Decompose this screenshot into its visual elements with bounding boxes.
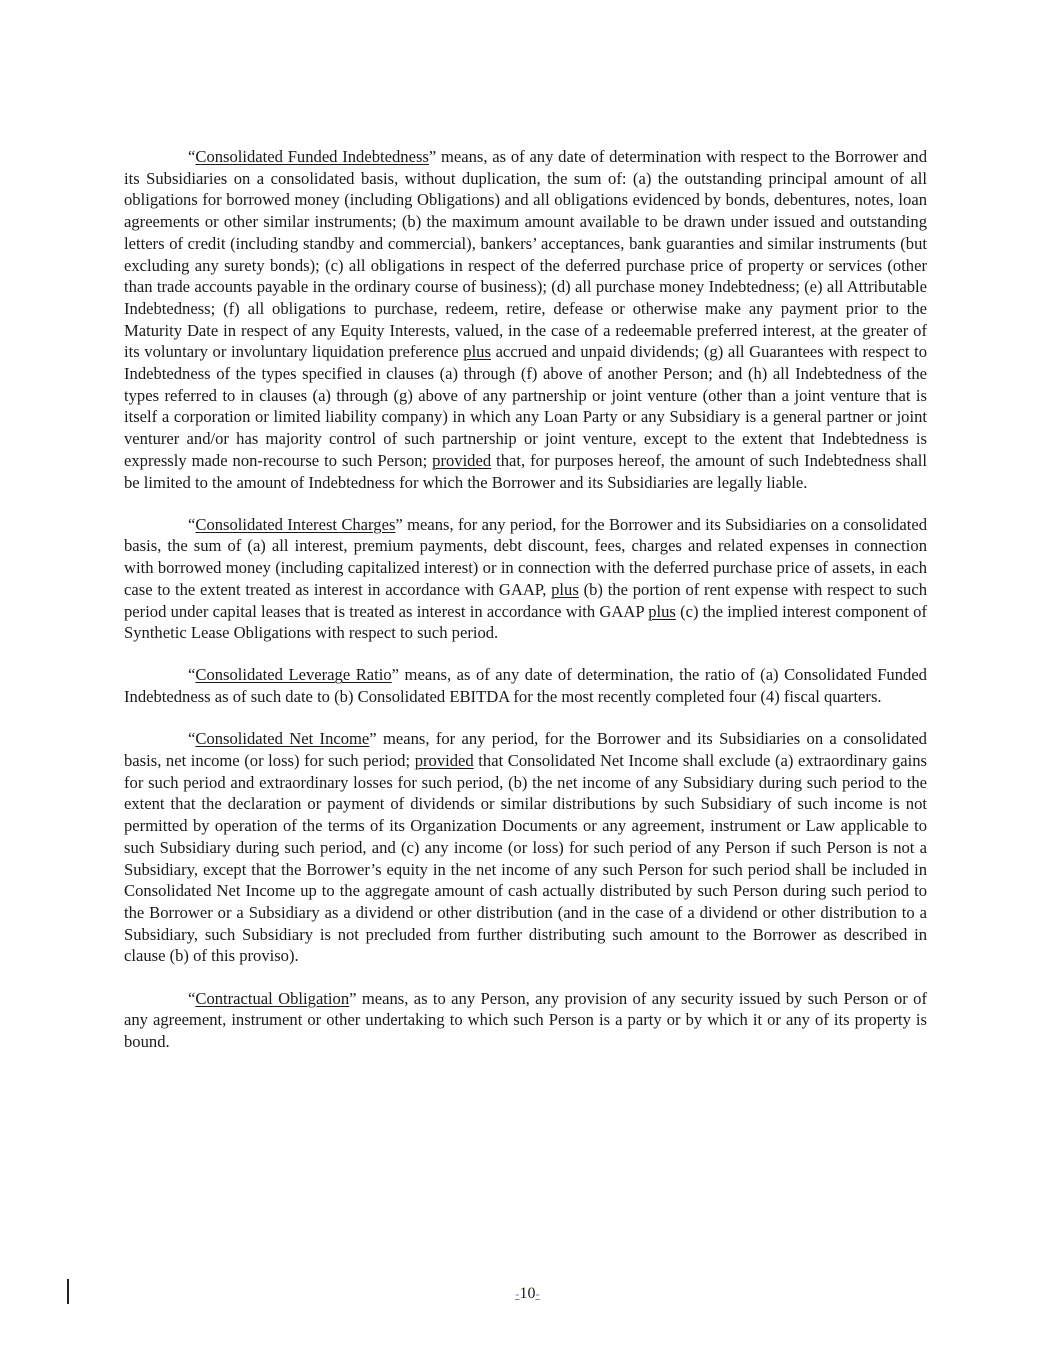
definition-text: means, as of any date of determination, the ratio of (a) Consolidated Funded Indebtedness as of such date to (b) Consolidated EBITDA for the most recently completed four (4) fiscal quarters. — [124, 665, 927, 707]
definition-text: means, as to any Person, any provision of any security issued by such Person or of any agreement, instrument or other undertaking to which such Person is a party or by which it or any of its property is bound. — [124, 988, 927, 1052]
defined-term: Consolidated Funded Indebtedness — [195, 147, 429, 166]
definition-paragraph — [124, 728, 927, 967]
definition-text: means, for any period, for the Borrower and its Subsidiaries on a consolidated basis, net income (or loss) for such period; — [124, 729, 927, 771]
close-quote: ” — [428, 147, 437, 166]
close-quote: ” — [391, 665, 400, 685]
page-number: 10 — [519, 1285, 536, 1302]
emphasis-term: plus — [551, 579, 579, 599]
page-number-left-mark: - — [515, 1286, 520, 1301]
close-quote: ” — [369, 729, 377, 749]
definition-text: means, as of any date of determination with respect to the Borrower and its Subsidiaries on a consolidated basis, without duplication, the sum of: (a) the outstanding principal amount of all obligations for borrowed money (including Obligations) and all obligations evidenced by bonds, debentures, notes, loan agreements or other similar instruments; (b) the maximum amount available to be drawn under issued and outstanding letters of credit (including standby and commercial), bankers’ acceptances, bank guaranties and similar instruments (but excluding any surety bonds); (c) all obligations in respect of the deferred purchase price of property or services (other than trade accounts payable in the ordinary course of business); (d) all purchase money Indebtedness; (e) all Attributable Indebtedness; (f) all obligations to purchase, redeem, retire, defease or otherwise make any payment prior to the Maturity Date in respect of any Equity Interests, valued, in the case of a redeemable preferred interest, at the greater of its voluntary or involuntary liquidation preference — [124, 147, 928, 362]
definition-paragraph — [124, 664, 927, 707]
emphasis-term: provided — [432, 450, 492, 470]
open-quote: “ — [188, 729, 196, 749]
close-quote: ” — [395, 514, 403, 534]
definition-paragraph — [124, 514, 927, 644]
definition-text: that Consolidated Net Income shall exclude (a) extraordinary gains for such period and extraordinary losses for such period, (b) the net income of any Subsidiary during such period to the extent that the declaration or payment of dividends or similar distributions by such Subsidiary of such income is not permitted by operation of the terms of its Organization Documents or any agreement, instrument or Law applicable to such Subsidiary during such period, and (c) any income (or loss) for such period of any Person if such Person is not a Subsidiary, except that the Borrower’s equity in the net income of any such Person for such period shall be included in Consolidated Net Income up to the aggregate amount of cash actually distributed by such Person during such period to the Borrower or a Subsidiary as a dividend or other distribution (and in the case of a dividend or other distribution to a Subsidiary, such Subsidiary is not precluded from further distributing such amount to the Borrower as described in clause (b) of this proviso). — [124, 751, 928, 966]
close-quote: ” — [349, 988, 357, 1008]
definition-text: (c) the implied interest component of Synthetic Lease Obligations with respect to such period. — [124, 601, 927, 643]
emphasis-term: plus — [463, 342, 491, 362]
defined-term: Consolidated Interest Charges — [195, 514, 396, 534]
emphasis-term: provided — [414, 751, 474, 771]
definition-text: that, for purposes hereof, the amount of such Indebtedness shall be limited to the amount of Indebtedness for which the Borrower and its Subsidiaries are legally liable. — [124, 450, 928, 492]
defined-term: Consolidated Net Income — [195, 729, 370, 749]
definition-text: (b) the portion of rent expense with respect to such period under capital leases that is treated as interest in accordance with GAAP — [124, 579, 927, 621]
definition-text: means, for any period, for the Borrower and its Subsidiaries on a consolidated basis, the sum of (a) all interest, premium payments, debt discount, fees, charges and related expenses in connection with borrowed money (including capitalized interest) or in connection with the deferred purchase price of assets, in each case to the extent treated as interest in accordance with GAAP, — [124, 514, 927, 599]
definition-paragraph — [124, 146, 927, 493]
open-quote: “ — [188, 665, 196, 685]
defined-term: Consolidated Leverage Ratio — [195, 665, 392, 685]
page-number-right-mark: - — [535, 1286, 540, 1301]
open-quote: “ — [188, 988, 196, 1008]
document-body — [124, 146, 927, 1073]
page-footer — [0, 1285, 1055, 1303]
open-quote: “ — [188, 147, 196, 166]
defined-term: Contractual Obligation — [195, 988, 350, 1008]
definition-paragraph — [124, 988, 927, 1053]
open-quote: “ — [188, 514, 196, 534]
emphasis-term: plus — [648, 601, 676, 621]
definition-text: accrued and unpaid dividends; (g) all Guarantees with respect to Indebtedness of the types specified in clauses (a) through (f) above of another Person; and (h) all Indebtedness of the types referred to in clauses (a) through (g) above of any partnership or joint venture (other than a joint venture that is itself a corporation or limited liability company) in which any Loan Party or any Subsidiary is a general partner or joint venturer and/or has majority control of such partnership or joint venture, except to the extent that Indebtedness is expressly made non-recourse to such Person; — [124, 342, 927, 470]
